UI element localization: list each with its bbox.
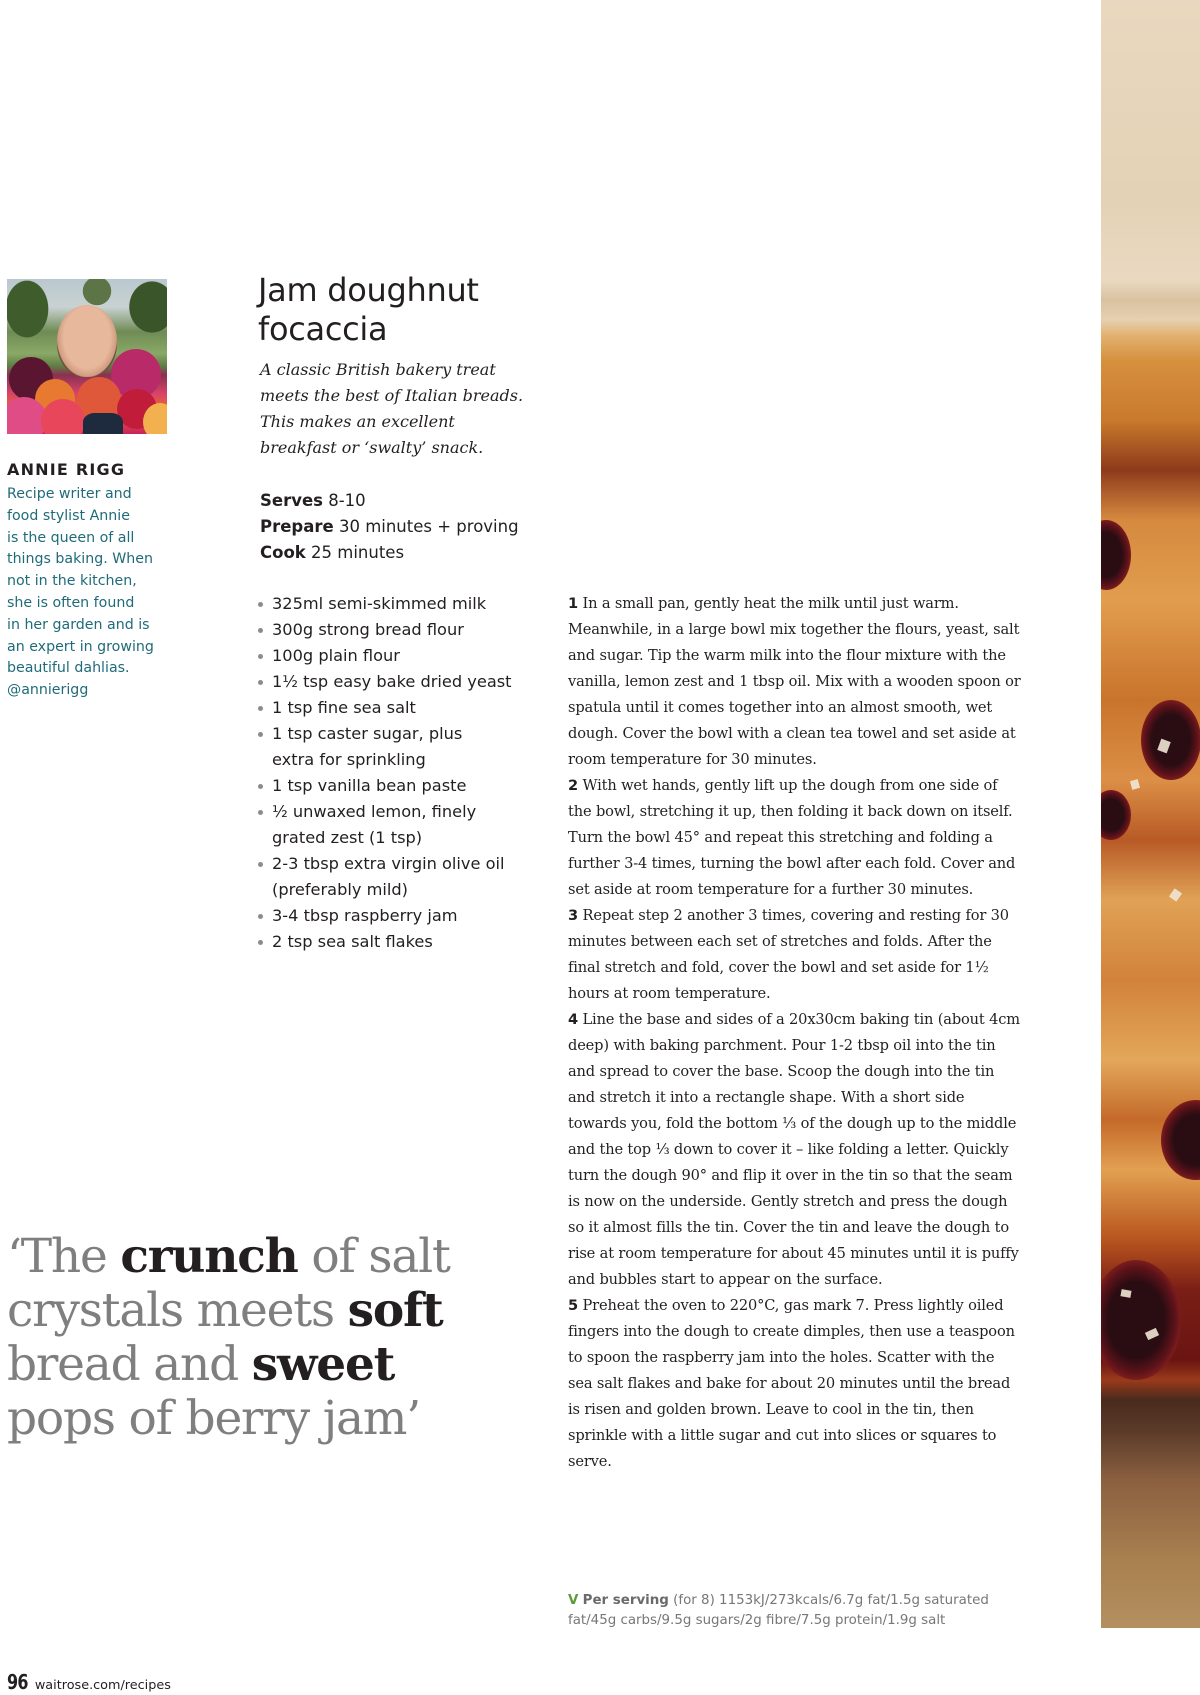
page-number: 96 (7, 1670, 28, 1694)
intro-line: This makes an excellent (260, 412, 455, 431)
step-number: 2 (568, 777, 579, 794)
ingredient-text: 1 tsp caster sugar, plus extra for sprinkling (272, 724, 463, 769)
prepare-value: 30 minutes + proving (333, 517, 519, 536)
focaccia-photo (1101, 0, 1200, 1628)
bio-line: things baking. When (7, 551, 154, 568)
page-footer (7, 1670, 171, 1694)
ingredient-text: 1 tsp vanilla bean paste (272, 776, 467, 795)
ingredient-text: ½ unwaxed lemon, finely grated zest (1 tsp) (272, 802, 477, 847)
step-number: 1 (568, 595, 579, 612)
step-text: In a small pan, gently heat the milk until just warm. Meanwhile, in a large bowl mix together the flours, yeast, salt and sugar. Tip the warm milk into the flour mixture with the vanilla, lemon zest and 1 tbsp oil. Mix with a wooden spoon or spatula until it comes together into an almost smooth, wet dough. Cover the bowl with a clean tea towel and set aside at room temperature for 30 minutes. (568, 595, 1021, 768)
nutrition-values: (for 8) 1153kJ/273kcals/6.7g fat/1.5g saturated fat/45g carbs/9.5g sugars/2g fibre/7.5g protein/1.9g salt (568, 1593, 989, 1628)
step-text: With wet hands, gently lift up the dough from one side of the bowl, stretching it up, then folding it back down on itself. Turn the bowl 45° and repeat this stretching and folding a further 3-4 times, turning the bowl after each fold. Cover and set aside at room temperature for a further 30 minutes. (568, 777, 1016, 898)
bullet-icon (258, 654, 263, 659)
bullet-icon (258, 914, 263, 919)
author-name: ANNIE RIGG (7, 460, 126, 479)
bio-line: she is often found (7, 594, 135, 611)
method-step (568, 773, 1023, 903)
bullet-icon (258, 940, 263, 945)
ingredient-text: 1½ tsp easy bake dried yeast (272, 672, 512, 691)
method-step (568, 591, 1023, 773)
intro-line: breakfast or ‘swalty’ snack. (260, 438, 484, 457)
ingredient-item (258, 643, 543, 669)
ingredient-item (258, 591, 543, 617)
bullet-icon (258, 602, 263, 607)
quote-emphasis: sweet (251, 1337, 395, 1392)
author-bio (7, 484, 167, 702)
ingredient-text: 1 tsp fine sea salt (272, 698, 416, 717)
salt-flake (1130, 779, 1140, 790)
ingredient-item (258, 773, 543, 799)
serves-label: Serves (260, 491, 323, 510)
per-serving-label: Per serving (582, 1593, 669, 1608)
jam-dimple (1101, 1260, 1181, 1380)
serves-row (260, 488, 519, 514)
bio-line: beautiful dahlias. (7, 660, 130, 677)
vegetarian-icon: V (568, 1593, 579, 1608)
ingredient-item (258, 695, 543, 721)
dungarees (83, 413, 123, 434)
pull-quote (7, 1230, 497, 1446)
ingredient-item (258, 669, 543, 695)
intro-line: meets the best of Italian breads. (260, 386, 524, 405)
jam-dimple (1101, 520, 1131, 590)
title-line: Jam doughnut (258, 271, 479, 309)
bullet-icon (258, 628, 263, 633)
jam-dimple (1101, 790, 1131, 840)
author-photo (7, 279, 167, 434)
ingredient-item (258, 851, 532, 903)
ingredient-item (258, 799, 492, 851)
jam-dimple (1141, 700, 1200, 780)
ingredient-text: 100g plain flour (272, 646, 400, 665)
bio-line: Recipe writer and (7, 486, 132, 502)
method-step (568, 1007, 1023, 1293)
method-step (568, 903, 1023, 1007)
step-number: 5 (568, 1297, 579, 1314)
prepare-row (260, 514, 519, 540)
prepare-label: Prepare (260, 517, 334, 536)
step-number: 4 (568, 1011, 579, 1028)
bullet-icon (258, 810, 263, 815)
ingredient-text: 300g strong bread flour (272, 620, 464, 639)
ingredients-list (258, 591, 543, 955)
ingredient-item (258, 903, 543, 929)
ingredient-item (258, 721, 502, 773)
salt-flake (1120, 1289, 1131, 1298)
bullet-icon (258, 706, 263, 711)
step-text: Preheat the oven to 220°C, gas mark 7. Press lightly oiled fingers into the dough to create dimples, then use a teaspoon to spoon the raspberry jam into the holes. Scatter with the sea salt flakes and bake for about 20 minutes until the bread is risen and golden brown. Leave to cool in the tin, then sprinkle with a little sugar and cut into slices or squares to serve. (568, 1297, 1015, 1470)
recipe-meta (260, 488, 519, 566)
quote-text: bread and (7, 1337, 252, 1392)
bullet-icon (258, 732, 263, 737)
jam-dimple (1161, 1100, 1200, 1180)
title-line: focaccia (258, 310, 388, 348)
quote-text: ‘The (7, 1229, 121, 1284)
recipe-intro (260, 357, 560, 461)
ingredient-item (258, 617, 543, 643)
step-text: Repeat step 2 another 3 times, covering and resting for 30 minutes between each set of stretches and folds. After the final stretch and fold, cover the bowl and set aside for 1½ hours at room temperature. (568, 907, 1009, 1002)
cook-value: 25 minutes (305, 543, 405, 562)
quote-emphasis: soft (347, 1283, 443, 1338)
bullet-icon (258, 862, 263, 867)
recipe-title (258, 271, 558, 349)
quote-text: pops of berry jam’ (7, 1391, 420, 1446)
bio-line: an expert in growing (7, 638, 154, 655)
intro-line: A classic British bakery treat (260, 360, 496, 379)
step-text: Line the base and sides of a 20x30cm baking tin (about 4cm deep) with baking parchment. Pour 1-2 tbsp oil into the tin and spread to cover the base. Scoop the dough into the tin and stretch it into a rectangle shape. With a short side towards you, fold the bottom ⅓ of the dough up to the middle and the top ⅓ down to cover it – like folding a letter. Quickly turn the dough 90° and flip it over in the tin so that the seam is now on the underside. Gently stretch and press the dough so it almost fills the tin. Cover the tin and leave the dough to rise at room temperature for about 45 minutes until it is puffy and bubbles start to appear on the surface. (568, 1011, 1020, 1288)
step-number: 3 (568, 907, 579, 924)
ingredient-text: 2-3 tbsp extra virgin olive oil (preferably mild) (272, 854, 505, 899)
bio-line: food stylist Annie (7, 507, 130, 524)
quote-emphasis: crunch (120, 1229, 298, 1284)
bullet-icon (258, 784, 263, 789)
ingredient-text: 2 tsp sea salt flakes (272, 932, 433, 951)
bio-line: in her garden and is (7, 616, 150, 633)
cook-label: Cook (260, 543, 306, 562)
serves-value: 8-10 (322, 491, 366, 510)
bullet-icon (258, 680, 263, 685)
method-steps (568, 591, 1023, 1475)
method-step (568, 1293, 1023, 1475)
salt-flake (1169, 888, 1182, 901)
author-handle: @annierigg (7, 682, 89, 699)
bio-line: is the queen of all (7, 529, 135, 546)
ingredient-text: 325ml semi-skimmed milk (272, 594, 487, 613)
nutrition-info (568, 1591, 1023, 1630)
photo-face (57, 305, 117, 377)
ingredient-item (258, 929, 543, 955)
bio-line: not in the kitchen, (7, 573, 137, 590)
site-url: waitrose.com/recipes (34, 1678, 171, 1693)
cook-row (260, 540, 519, 566)
quote-text: of salt crystals meets (7, 1229, 450, 1338)
ingredient-text: 3-4 tbsp raspberry jam (272, 906, 458, 925)
